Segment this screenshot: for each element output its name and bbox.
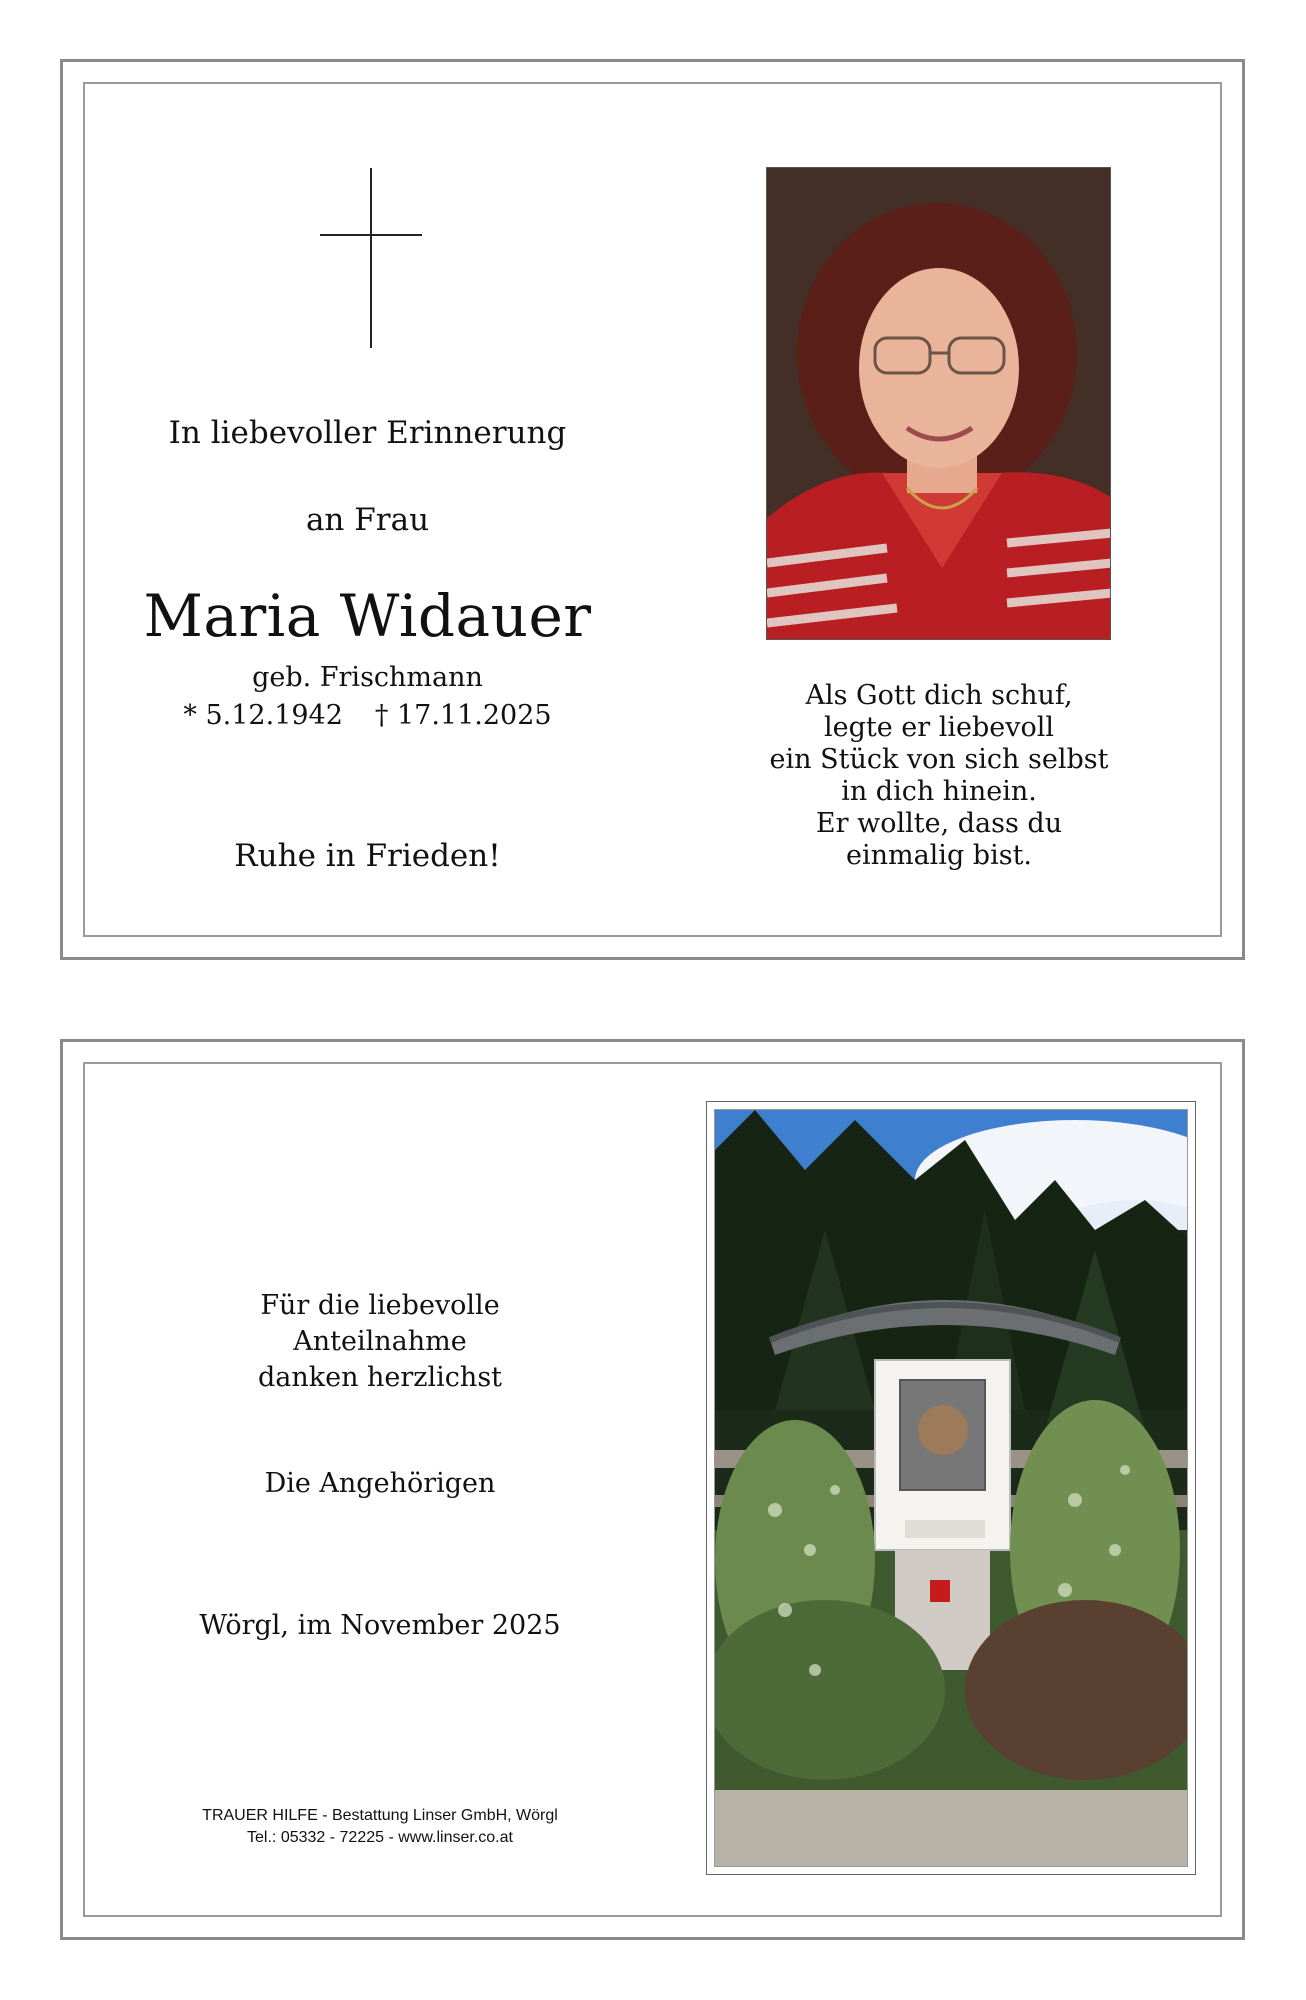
- maiden-name: geb. Frischmann: [252, 662, 483, 693]
- portrait-photo: [766, 167, 1111, 640]
- deceased-name: Maria Widauer: [143, 582, 592, 650]
- place-date: Wörgl, im November 2025: [199, 1610, 561, 1641]
- funeral-home-imprint: [120, 1805, 640, 1849]
- salutation: an Frau: [305, 502, 430, 538]
- closing-line: Ruhe in Frieden!: [234, 838, 501, 874]
- thanks-text: [120, 1288, 640, 1396]
- cross-icon-bar: [320, 234, 422, 236]
- birth-date: * 5.12.1942: [183, 700, 343, 731]
- poem: [760, 680, 1118, 872]
- poem-line: Als Gott dich schuf,: [805, 680, 1073, 711]
- shrine-photo: [714, 1109, 1188, 1867]
- poem-line: in dich hinein.: [841, 776, 1037, 807]
- thanks-line: danken herzlichst: [257, 1362, 503, 1393]
- life-dates: [110, 700, 625, 731]
- death-date: † 17.11.2025: [374, 700, 552, 731]
- poem-line: einmalig bist.: [845, 840, 1033, 871]
- thanks-line: Anteilnahme: [293, 1326, 467, 1357]
- poem-line: ein Stück von sich selbst: [769, 744, 1109, 775]
- poem-line: Er wollte, dass du: [815, 808, 1063, 839]
- imprint-line: Tel.: 05332 - 72225 - www.linser.co.at: [247, 1829, 513, 1846]
- family-signature: Die Angehörigen: [264, 1468, 496, 1499]
- cross-icon: [370, 168, 372, 348]
- memory-line: In liebevoller Erinnerung: [168, 415, 567, 451]
- imprint-line: TRAUER HILFE - Bestattung Linser GmbH, Wörgl: [202, 1807, 558, 1824]
- poem-line: legte er liebevoll: [823, 712, 1055, 743]
- thanks-line: Für die liebevolle: [260, 1290, 500, 1321]
